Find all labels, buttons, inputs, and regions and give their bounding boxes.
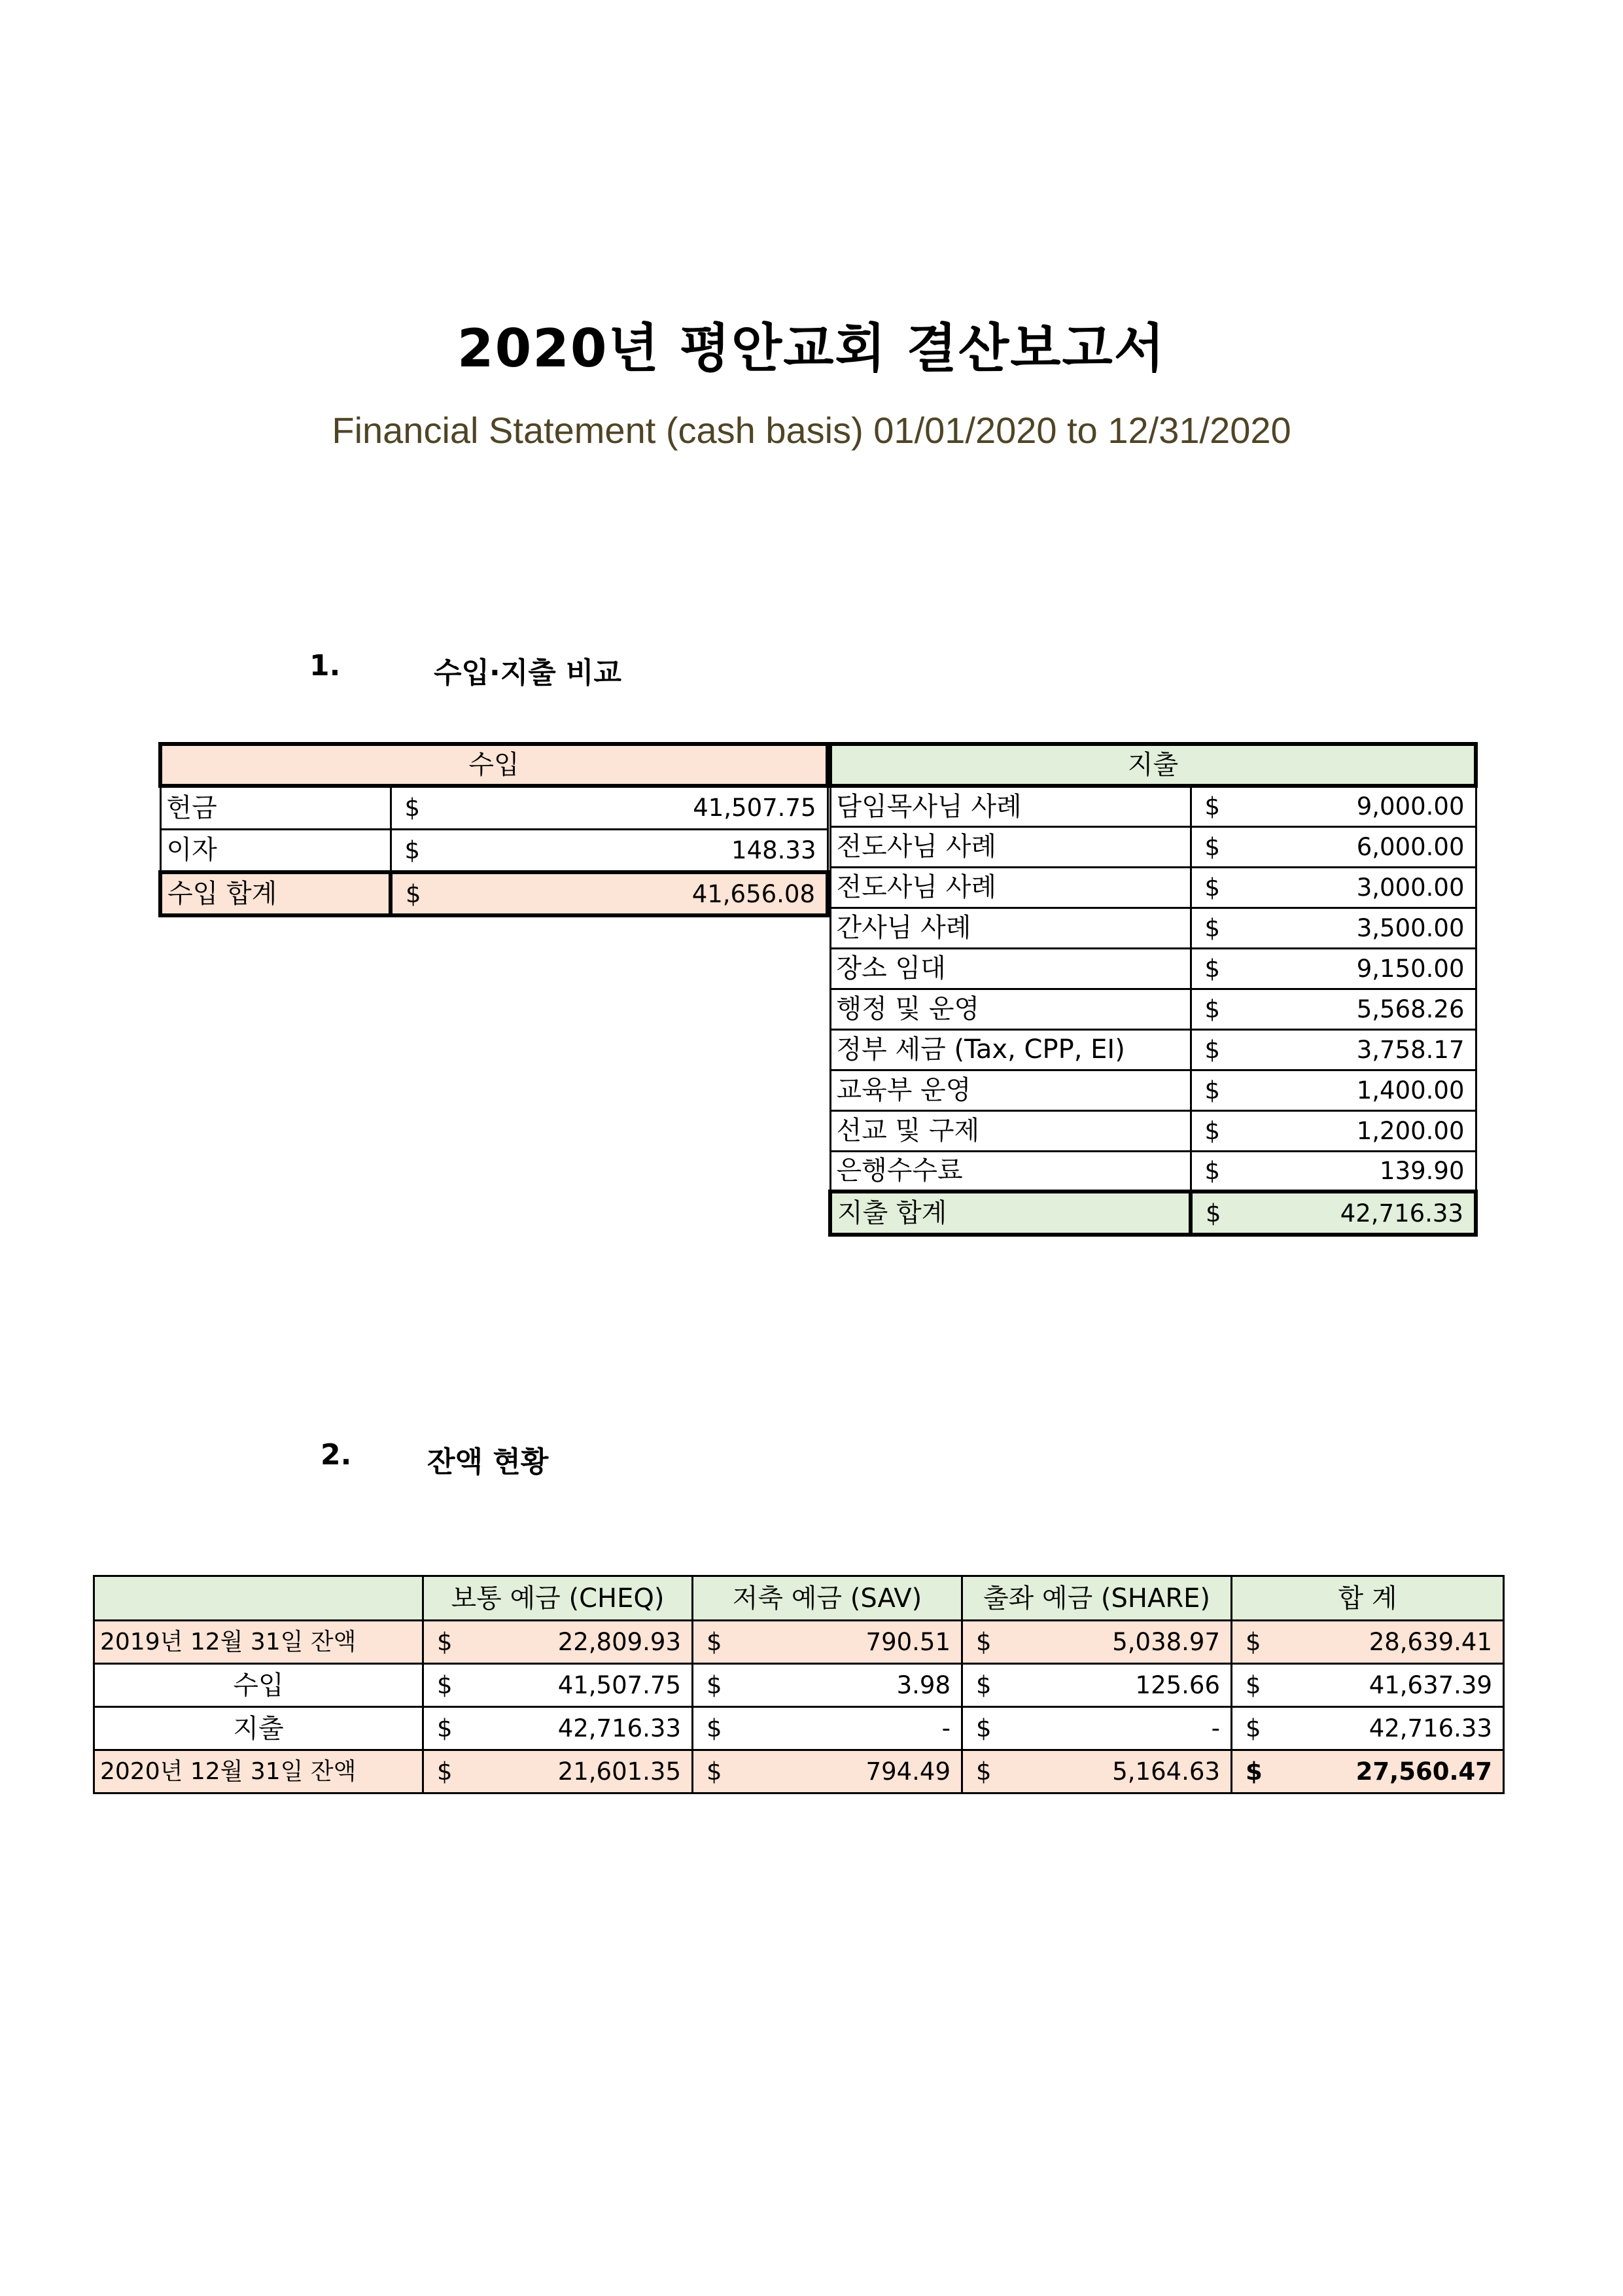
table-row [94,1750,1504,1793]
currency-symbol: $ [437,1628,453,1656]
income-amount-cell [391,786,828,829]
amount: 27,560.47 [1355,1757,1492,1786]
currency-symbol: $ [976,1757,992,1786]
balance-value-cell [423,1707,693,1750]
table-row [830,1110,1476,1151]
balance-value-cell [423,1664,693,1707]
amount: 6,000.00 [1356,832,1465,861]
page-subtitle: Financial Statement (cash basis) 01/01/2020 to 12/31/2020 [332,410,1291,451]
balance-col-header: 저축 예금 (SAV) [693,1576,962,1621]
currency-symbol: $ [1204,1035,1221,1064]
balance-row-label: 수입 [94,1664,423,1707]
amount: 9,000.00 [1356,792,1465,821]
currency-symbol: $ [1204,873,1221,902]
table-row [830,1029,1476,1070]
table-row [160,786,828,829]
income-total-row [160,872,828,915]
currency-symbol: $ [404,794,421,822]
expense-amount-cell [1191,1070,1476,1110]
amount: 125.66 [1135,1671,1220,1699]
amount: 139.90 [1380,1156,1465,1185]
currency-symbol: $ [1204,954,1221,983]
amount: 3,758.17 [1356,1035,1465,1064]
table-row [830,989,1476,1029]
currency-symbol: $ [406,879,421,908]
currency-symbol: $ [404,836,421,864]
expense-label: 교육부 운영 [830,1070,1191,1110]
currency-symbol: $ [976,1628,992,1656]
amount: - [1211,1714,1220,1742]
expense-total-amount-cell [1191,1192,1476,1235]
section-number: 1. [309,649,341,682]
currency-symbol: $ [437,1714,453,1742]
balance-value-cell [693,1621,962,1664]
income-label: 헌금 [160,786,391,829]
amount: 28,639.41 [1369,1628,1492,1656]
currency-symbol: $ [1204,1116,1221,1145]
income-total-label: 수입 합계 [160,872,391,915]
table-row [830,867,1476,908]
income-header: 수입 [160,744,828,786]
balance-value-cell [962,1707,1232,1750]
amount: 41,507.75 [693,794,816,822]
currency-symbol: $ [1246,1628,1261,1656]
table-row [830,908,1476,948]
currency-symbol: $ [707,1714,722,1742]
balance-col-header: 합 계 [1232,1576,1504,1621]
currency-symbol: $ [707,1628,722,1656]
amount: 21,601.35 [557,1757,681,1786]
balance-col-header: 출좌 예금 (SHARE) [962,1576,1232,1621]
balance-col-header: 보통 예금 (CHEQ) [423,1576,693,1621]
currency-symbol: $ [1246,1757,1263,1786]
amount: 3,000.00 [1356,873,1465,902]
table-row [94,1707,1504,1750]
table-row [830,786,1476,826]
currency-symbol: $ [976,1671,992,1699]
amount: 794.49 [865,1757,951,1786]
table-row [94,1621,1504,1664]
balance-table [93,1575,1505,1794]
income-amount-cell [391,829,828,872]
currency-symbol: $ [437,1757,453,1786]
amount: 42,716.33 [1340,1199,1463,1227]
expense-label: 전도사님 사례 [830,867,1191,908]
balance-value-cell [423,1750,693,1793]
table-row [160,829,828,872]
balance-header-row [94,1576,1504,1621]
expense-amount-cell [1191,908,1476,948]
balance-row-label: 2019년 12월 31일 잔액 [94,1621,423,1664]
currency-symbol: $ [1204,792,1221,821]
expense-amount-cell [1191,786,1476,826]
income-label: 이자 [160,829,391,872]
income-table [158,742,829,917]
currency-symbol: $ [1204,995,1221,1023]
balance-value-cell [693,1707,962,1750]
table-row [830,826,1476,867]
amount: 42,716.33 [1369,1714,1492,1742]
currency-symbol: $ [1204,832,1221,861]
amount: 1,200.00 [1356,1116,1465,1145]
balance-value-cell [1232,1750,1504,1793]
amount: 5,164.63 [1112,1757,1220,1786]
balance-row-label: 2020년 12월 31일 잔액 [94,1750,423,1793]
currency-symbol: $ [1204,1156,1221,1185]
amount: 5,038.97 [1112,1628,1220,1656]
table-row [830,1070,1476,1110]
balance-value-cell [962,1621,1232,1664]
amount: 3.98 [896,1671,951,1699]
table-row [94,1664,1504,1707]
expense-amount-cell [1191,867,1476,908]
page-title: 2020년 평안교회 결산보고서 [457,318,1166,379]
amount: 42,716.33 [557,1714,681,1742]
amount: 790.51 [865,1628,951,1656]
expense-amount-cell [1191,826,1476,867]
expense-label: 담임목사님 사례 [830,786,1191,826]
balance-value-cell [1232,1664,1504,1707]
amount: 9,150.00 [1356,954,1465,983]
currency-symbol: $ [437,1671,453,1699]
expense-label: 행정 및 운영 [830,989,1191,1029]
expense-label: 장소 임대 [830,948,1191,989]
table-row [830,1151,1476,1192]
amount: 22,809.93 [557,1628,681,1656]
expense-label: 간사님 사례 [830,908,1191,948]
amount: 41,656.08 [691,879,815,908]
balance-value-cell [1232,1621,1504,1664]
amount: 41,637.39 [1369,1671,1492,1699]
amount: 1,400.00 [1356,1076,1465,1104]
balance-col-header [94,1576,423,1621]
amount: 5,568.26 [1356,995,1465,1023]
expense-header: 지출 [830,744,1476,786]
expense-amount-cell [1191,948,1476,989]
expense-total-label: 지출 합계 [830,1192,1191,1235]
balance-value-cell [693,1750,962,1793]
expense-amount-cell [1191,989,1476,1029]
currency-symbol: $ [1246,1714,1261,1742]
currency-symbol: $ [1246,1671,1261,1699]
table-row [830,948,1476,989]
amount: 41,507.75 [557,1671,681,1699]
section-title: 수입·지출 비교 [434,656,622,690]
income-total-amount-cell [391,872,828,915]
amount: 3,500.00 [1356,913,1465,942]
balance-value-cell [423,1621,693,1664]
currency-symbol: $ [1204,913,1221,942]
amount: - [941,1714,951,1742]
expense-table [828,742,1478,1237]
expense-label: 정부 세금 (Tax, CPP, EI) [830,1029,1191,1070]
expense-amount-cell [1191,1029,1476,1070]
expense-amount-cell [1191,1151,1476,1192]
expense-label: 선교 및 구제 [830,1110,1191,1151]
currency-symbol: $ [1204,1076,1221,1104]
expense-amount-cell [1191,1110,1476,1151]
expense-label: 은행수수료 [830,1151,1191,1192]
amount: 148.33 [731,836,816,864]
currency-symbol: $ [707,1757,722,1786]
currency-symbol: $ [707,1671,722,1699]
currency-symbol: $ [1206,1199,1221,1227]
balance-value-cell [962,1750,1232,1793]
section-title: 잔액 현황 [427,1445,549,1479]
expense-total-row [830,1192,1476,1235]
expense-label: 전도사님 사례 [830,826,1191,867]
currency-symbol: $ [976,1714,992,1742]
section-number: 2. [321,1438,352,1472]
balance-value-cell [962,1664,1232,1707]
balance-value-cell [1232,1707,1504,1750]
balance-value-cell [693,1664,962,1707]
balance-row-label: 지출 [94,1707,423,1750]
